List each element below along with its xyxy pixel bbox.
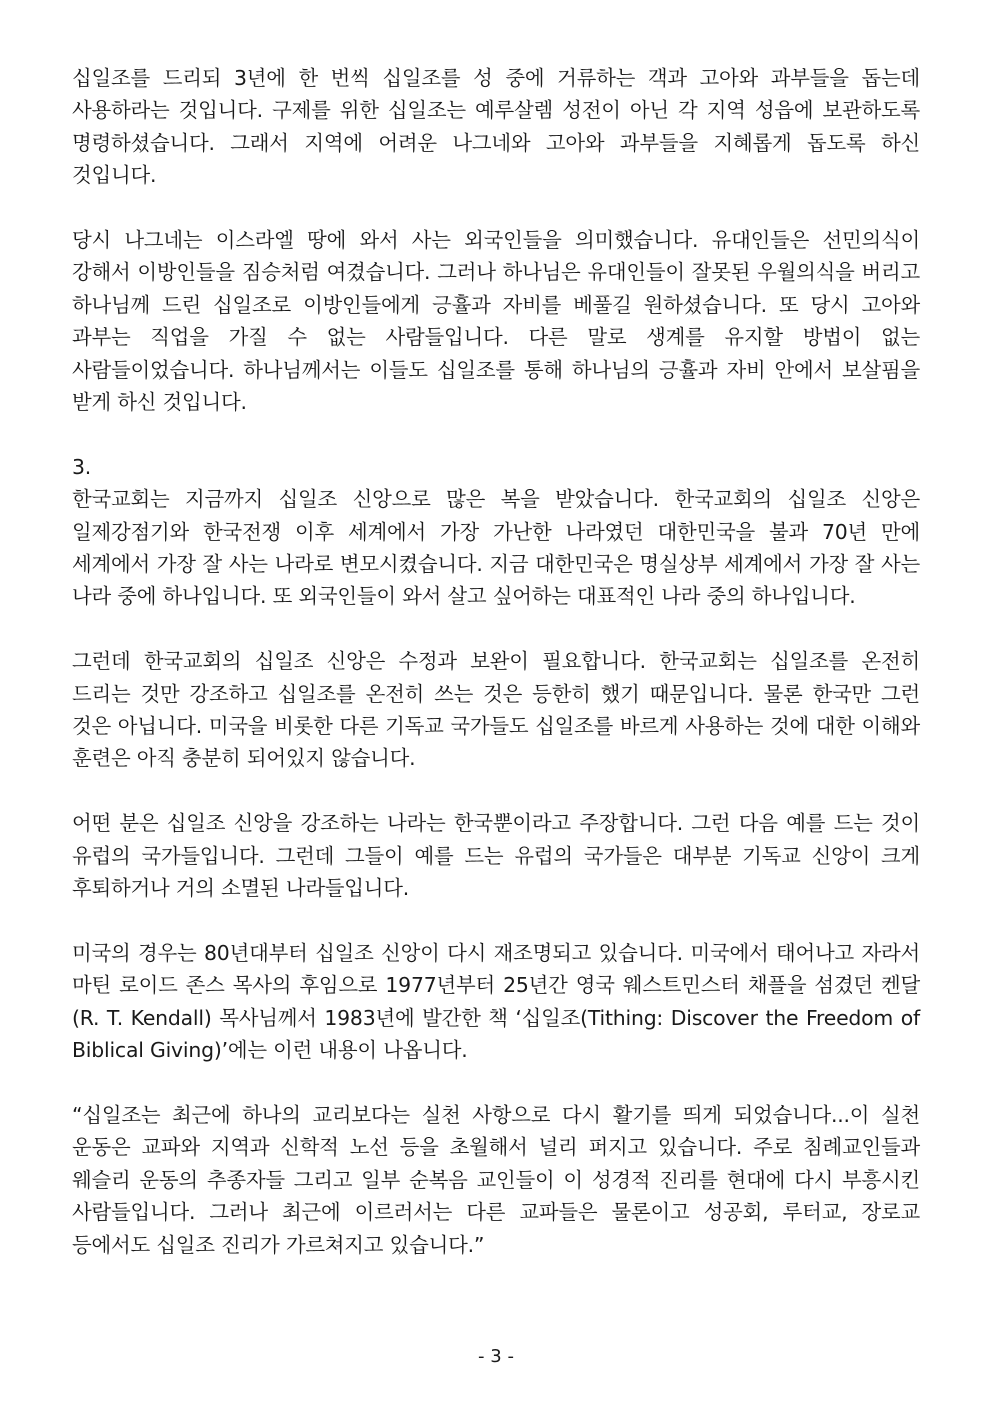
document-body: [72, 62, 920, 1293]
paragraph-kendall-quote: “십일조는 최근에 하나의 교리보다는 실천 사항으로 다시 활기를 띄게 되었습니다...이 실천 운동은 교파와 지역과 신학적 노선 등을 초월해서 널리 퍼지고 있습니다. 주로 침례교인들과 웨슬리 운동의 추종자들 그리고 일부 순복음 교인들이 이 성경적 진리를 현대에 다시 부흥시킨 사람들입니다. 그러나 최근에 이르러서는 다른 교파들은 물론이고 성공회, 루터교, 장로교 등에서도 십일조 진리가 가르쳐지고 있습니다.”: [72, 1102, 920, 1257]
paragraph-europe-example: 어떤 분은 십일조 신앙을 강조하는 나라는 한국뿐이라고 주장합니다. 그런 다음 예를 드는 것이 유럽의 국가들입니다. 그런데 그들이 예를 드는 유럽의 국가들은 대부분 기독교 신앙이 크게 후퇴하거나 거의 소멸된 나라들입니다.: [72, 811, 920, 901]
paragraph-america-kendall: 미국의 경우는 80년대부터 십일조 신앙이 다시 재조명되고 있습니다. 미국에서 태어나고 자라서 마틴 로이드 존스 목사의 후임으로 1977년부터 25년간 영국 웨스트민스터 채플을 섬겼던 켄달(R. T. Kendall) 목사님께서 1983년에 발간한 책 ‘십일조(Tithing: Discover the Freedom of Biblical Giving)’에는 이런 내용이 나옵니다.: [72, 940, 920, 1063]
paragraph-korean-church-blessing: 한국교회는 지금까지 십일조 신앙으로 많은 복을 받았습니다. 한국교회의 십일조 신앙은 일제강점기와 한국전쟁 이후 세계에서 가장 가난한 나라였던 대한민국을 불과 70년 만에 세계에서 가장 잘 사는 나라로 변모시켰습니다. 지금 대한민국은 명실상부 세계에서 가장 잘 사는 나라 중에 하나입니다. 또 외국인들이 와서 살고 싶어하는 대표적인 나라 중의 하나입니다.: [72, 487, 920, 609]
paragraph-need-for-revision: 그런데 한국교회의 십일조 신앙은 수정과 보완이 필요합니다. 한국교회는 십일조를 온전히 드리는 것만 강조하고 십일조를 온전히 쓰는 것은 등한히 했기 때문입니다. 물론 한국만 그런 것은 아닙니다. 미국을 비롯한 다른 기독교 국가들도 십일조를 바르게 사용하는 것에 대한 이해와 훈련은 아직 충분히 되어있지 않습니다.: [72, 649, 920, 771]
paragraph-tithe-relief: 십일조를 드리되 3년에 한 번씩 십일조를 성 중에 거류하는 객과 고아와 과부들을 돕는데 사용하라는 것입니다. 구제를 위한 십일조는 예루살렘 성전이 아닌 각 지역 성읍에 보관하도록 명령하셨습니다. 그래서 지역에 어려운 나그네와 고아와 과부들을 지혜롭게 돕도록 하신 것입니다.: [72, 66, 920, 188]
paragraph-strangers-orphans: 당시 나그네는 이스라엘 땅에 와서 사는 외국인들을 의미했습니다. 유대인들은 선민의식이 강해서 이방인들을 짐승처럼 여겼습니다. 그러나 하나님은 유대인들이 잘못된 우월의식을 버리고 하나님께 드린 십일조로 이방인들에게 긍휼과 자비를 베풀길 원하셨습니다. 또 당시 고아와 과부는 직업을 가질 수 없는 사람들입니다. 다른 말로 생계를 유지할 방법이 없는 사람들이었습니다. 하나님께서는 이들도 십일조를 통해 하나님의 긍휼과 자비 안에서 보살핌을 받게 하신 것입니다.: [72, 228, 920, 415]
section-number: 3.: [72, 454, 92, 479]
page-number: - 3 -: [478, 1346, 514, 1367]
